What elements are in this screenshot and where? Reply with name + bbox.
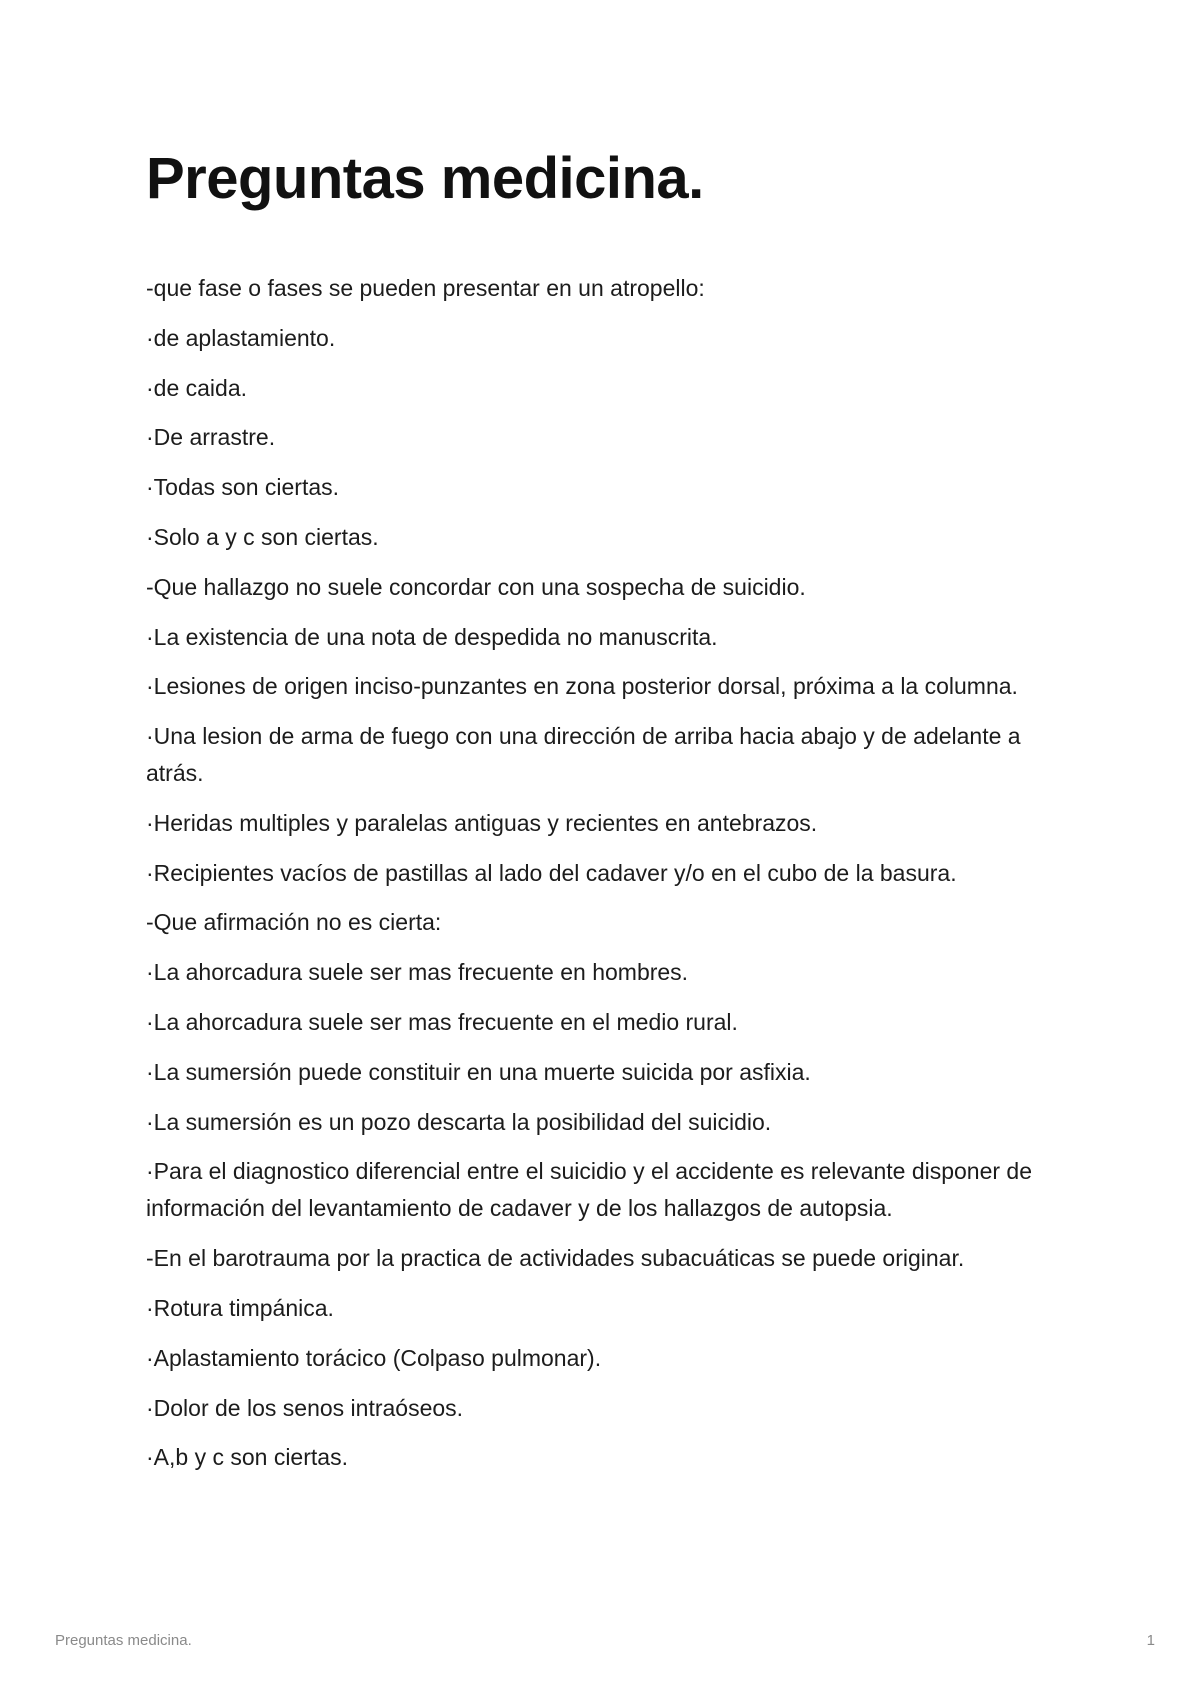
answer-option: ·Dolor de los senos intraóseos. <box>146 1394 464 1421</box>
answer-option: ·La sumersión es un pozo descarta la posibilidad del suicidio. <box>146 1108 772 1135</box>
page-title: Preguntas medicina. <box>146 146 704 211</box>
document-body <box>146 270 1066 1489</box>
answer-option: ·A,b y c son ciertas. <box>146 1444 348 1471</box>
answer-option: ·Aplastamiento torácico (Colpaso pulmonar). <box>146 1344 602 1371</box>
answer-option: ·de aplastamiento. <box>146 324 336 351</box>
question-line: -En el barotrauma por la practica de actividades subacuáticas se puede originar. <box>146 1245 965 1272</box>
answer-option: ·Rotura timpánica. <box>146 1294 334 1321</box>
question-line: -Que hallazgo no suele concordar con una sospecha de suicidio. <box>146 573 806 600</box>
answer-option: ·Una lesion de arma de fuego con una dirección de arriba hacia abajo y de adelante a atrás. <box>146 723 1021 787</box>
answer-option: ·Para el diagnostico diferencial entre el suicidio y el accidente es relevante disponer de información del levantamiento de cadaver y de los hallazgos de autopsia. <box>146 1158 1033 1222</box>
question-line: -Que afirmación no es cierta: <box>146 909 442 936</box>
footer-title: Preguntas medicina. <box>55 1632 192 1649</box>
answer-option: ·La ahorcadura suele ser mas frecuente en hombres. <box>146 959 689 986</box>
answer-option: ·De arrastre. <box>146 424 276 451</box>
answer-option: ·La sumersión puede constituir en una muerte suicida por asfixia. <box>146 1058 811 1085</box>
page-number: 1 <box>1146 1632 1155 1649</box>
answer-option: ·Solo a y c son ciertas. <box>146 523 379 550</box>
answer-option: ·La ahorcadura suele ser mas frecuente en el medio rural. <box>146 1009 738 1036</box>
answer-option: ·Recipientes vacíos de pastillas al lado del cadaver y/o en el cubo de la basura. <box>146 859 957 886</box>
answer-option: ·Todas son ciertas. <box>146 474 340 501</box>
answer-option: ·Heridas multiples y paralelas antiguas y recientes en antebrazos. <box>146 809 818 836</box>
answer-option: ·Lesiones de origen inciso-punzantes en zona posterior dorsal, próxima a la columna. <box>146 673 1018 700</box>
answer-option: ·La existencia de una nota de despedida no manuscrita. <box>146 623 718 650</box>
question-line: -que fase o fases se pueden presentar en un atropello: <box>146 275 705 301</box>
answer-option: ·de caida. <box>146 374 248 401</box>
